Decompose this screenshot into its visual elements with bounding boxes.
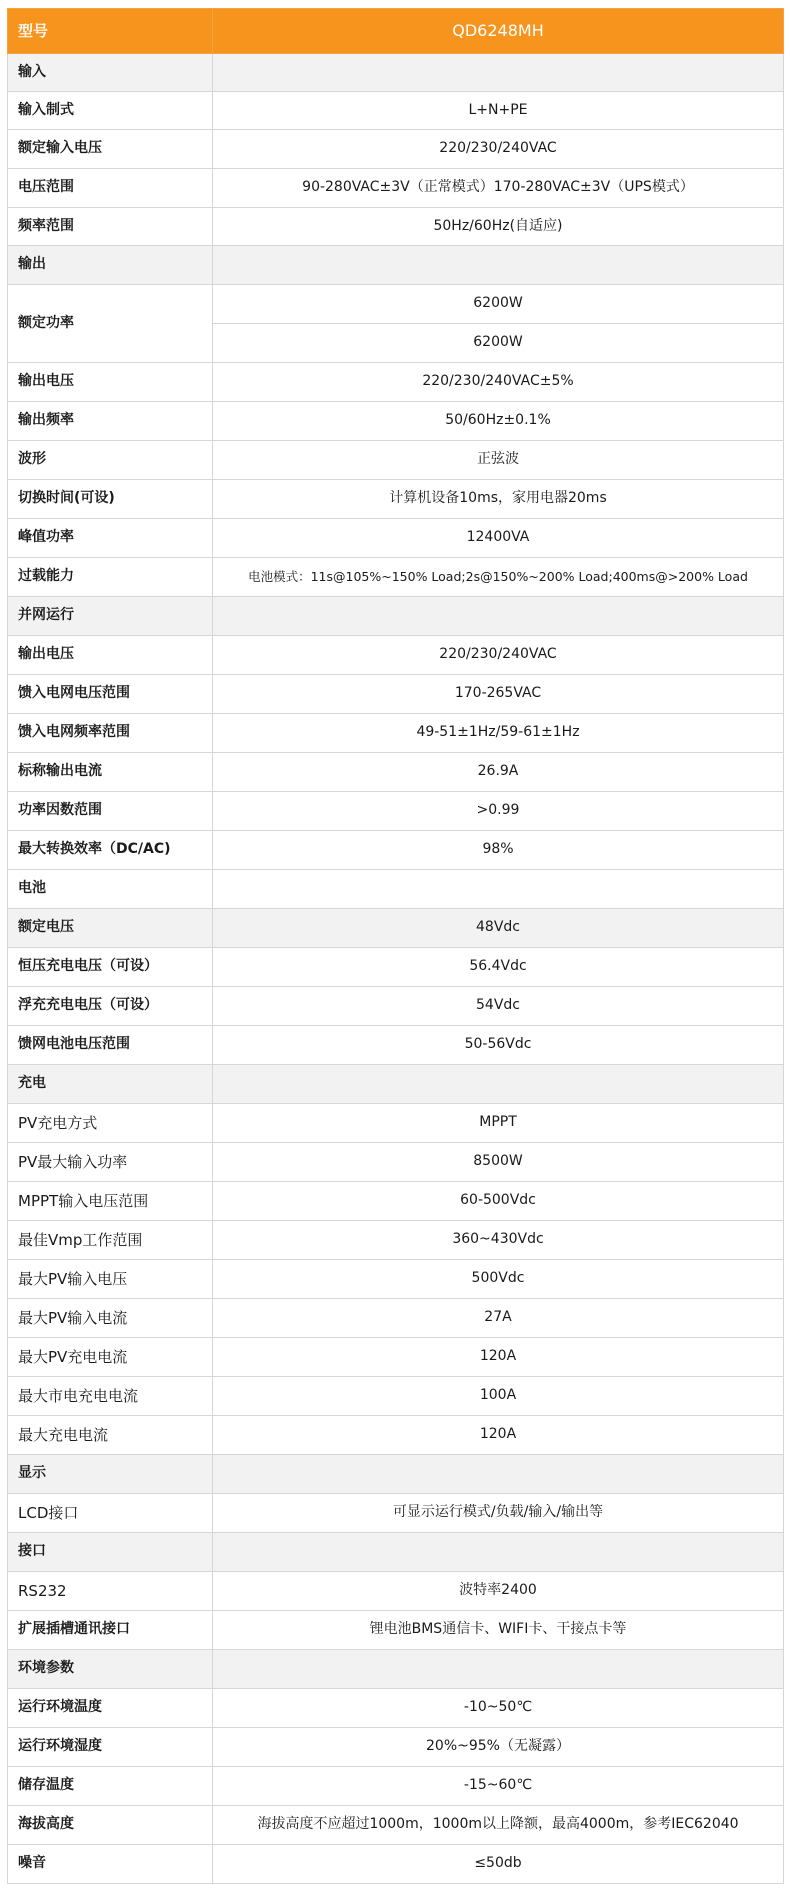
- table-row: [8, 285, 784, 324]
- table-row: [8, 1299, 784, 1338]
- spec-value: 220/230/240VAC: [213, 130, 784, 169]
- spec-label: 最大PV充电电流: [8, 1338, 213, 1377]
- spec-label: 馈入电网频率范围: [8, 714, 213, 753]
- spec-label: 扩展插槽通讯接口: [8, 1611, 213, 1650]
- spec-label: PV最大输入功率: [8, 1143, 213, 1182]
- table-row: [8, 1143, 784, 1182]
- spec-label: 最大市电充电电流: [8, 1377, 213, 1416]
- table-row: [8, 1338, 784, 1377]
- spec-value: 50-56Vdc: [213, 1026, 784, 1065]
- spec-label: 峰值功率: [8, 519, 213, 558]
- spec-label: 标称输出电流: [8, 753, 213, 792]
- model-label: 型号: [8, 9, 213, 54]
- spec-label: 输出电压: [8, 363, 213, 402]
- spec-label: PV充电方式: [8, 1104, 213, 1143]
- spec-value: 可显示运行模式/负载/输入/输出等: [213, 1494, 784, 1533]
- table-row: [8, 1026, 784, 1065]
- spec-value: 27A: [213, 1299, 784, 1338]
- spec-value: 120A: [213, 1338, 784, 1377]
- section-title: 接口: [8, 1533, 213, 1572]
- section-title: 充电: [8, 1065, 213, 1104]
- section-title: 环境参数: [8, 1650, 213, 1689]
- table-row: [8, 909, 784, 948]
- section-display: [8, 1455, 784, 1494]
- spec-label: 储存温度: [8, 1767, 213, 1806]
- table-row: [8, 1221, 784, 1260]
- table-row: [8, 792, 784, 831]
- spec-label: 额定输入电压: [8, 130, 213, 169]
- spec-value: 54Vdc: [213, 987, 784, 1026]
- spec-value: 170-265VAC: [213, 675, 784, 714]
- spec-value: 正弦波: [213, 441, 784, 480]
- spec-label: 浮充充电电压（可设）: [8, 987, 213, 1026]
- table-row: [8, 208, 784, 246]
- spec-value: 98%: [213, 831, 784, 870]
- table-row: [8, 519, 784, 558]
- spec-label: 运行环境温度: [8, 1689, 213, 1728]
- section-battery: [8, 870, 784, 909]
- spec-value: 电池模式：11s@105%~150% Load;2s@150%~200% Load;400ms@>200% Load: [213, 558, 784, 597]
- table-row: [8, 948, 784, 987]
- spec-label: 波形: [8, 441, 213, 480]
- spec-value: 20%~95%（无凝露）: [213, 1728, 784, 1767]
- section-title: 并网运行: [8, 597, 213, 636]
- spec-label: 输出频率: [8, 402, 213, 441]
- spec-table: [7, 8, 784, 1884]
- section-title: 电池: [8, 870, 213, 909]
- section-interface: [8, 1533, 784, 1572]
- spec-value: 220/230/240VAC: [213, 636, 784, 675]
- spec-value: L+N+PE: [213, 92, 784, 130]
- table-row: [8, 1182, 784, 1221]
- spec-value: 49-51±1Hz/59-61±1Hz: [213, 714, 784, 753]
- spec-label: 频率范围: [8, 208, 213, 246]
- spec-label: MPPT输入电压范围: [8, 1182, 213, 1221]
- spec-label: LCD接口: [8, 1494, 213, 1533]
- spec-value: 120A: [213, 1416, 784, 1455]
- section-title: 输入: [8, 54, 213, 92]
- table-row: [8, 675, 784, 714]
- spec-value: 6200W: [213, 285, 784, 324]
- spec-value: 90-280VAC±3V（正常模式）170-280VAC±3V（UPS模式）: [213, 169, 784, 208]
- spec-label: 馈网电池电压范围: [8, 1026, 213, 1065]
- spec-label: 最大PV输入电压: [8, 1260, 213, 1299]
- spec-label: 噪音: [8, 1845, 213, 1884]
- spec-value: 50Hz/60Hz(自适应): [213, 208, 784, 246]
- table-row: [8, 987, 784, 1026]
- spec-label: 最大充电电流: [8, 1416, 213, 1455]
- spec-label: 功率因数范围: [8, 792, 213, 831]
- table-row: [8, 441, 784, 480]
- table-row: [8, 1416, 784, 1455]
- spec-value: MPPT: [213, 1104, 784, 1143]
- section-input: [8, 54, 784, 92]
- spec-value: 60-500Vdc: [213, 1182, 784, 1221]
- spec-value: 48Vdc: [213, 909, 784, 948]
- table-row: [8, 1611, 784, 1650]
- section-charge: [8, 1065, 784, 1104]
- spec-label: 电压范围: [8, 169, 213, 208]
- table-row: [8, 1377, 784, 1416]
- table-row: [8, 363, 784, 402]
- spec-label: 最大PV输入电流: [8, 1299, 213, 1338]
- model-value: QD6248MH: [213, 9, 784, 54]
- spec-label: 运行环境湿度: [8, 1728, 213, 1767]
- table-row: [8, 402, 784, 441]
- table-row: [8, 1845, 784, 1884]
- spec-label: 海拔高度: [8, 1806, 213, 1845]
- table-row: [8, 1572, 784, 1611]
- spec-value: 计算机设备10ms，家用电器20ms: [213, 480, 784, 519]
- table-row: [8, 92, 784, 130]
- section-title: 输出: [8, 246, 213, 285]
- spec-label: RS232: [8, 1572, 213, 1611]
- table-row: [8, 1104, 784, 1143]
- spec-value: 50/60Hz±0.1%: [213, 402, 784, 441]
- spec-label: 输出电压: [8, 636, 213, 675]
- section-environment: [8, 1650, 784, 1689]
- spec-value: 56.4Vdc: [213, 948, 784, 987]
- spec-value: -15~60℃: [213, 1767, 784, 1806]
- spec-value: 26.9A: [213, 753, 784, 792]
- spec-label: 馈入电网电压范围: [8, 675, 213, 714]
- table-row: [8, 1494, 784, 1533]
- spec-value: 12400VA: [213, 519, 784, 558]
- table-row: [8, 636, 784, 675]
- spec-value: 锂电池BMS通信卡、WIFI卡、干接点卡等: [213, 1611, 784, 1650]
- spec-sheet: [7, 8, 783, 1884]
- spec-value: 100A: [213, 1377, 784, 1416]
- spec-value: 海拔高度不应超过1000m，1000m以上降额，最高4000m，参考IEC62040: [213, 1806, 784, 1845]
- table-row: [8, 558, 784, 597]
- table-row: [8, 130, 784, 169]
- table-row: [8, 1767, 784, 1806]
- spec-value: 8500W: [213, 1143, 784, 1182]
- spec-label: 最佳Vmp工作范围: [8, 1221, 213, 1260]
- spec-label: 输入制式: [8, 92, 213, 130]
- table-row: [8, 753, 784, 792]
- section-title: 显示: [8, 1455, 213, 1494]
- spec-label: 过载能力: [8, 558, 213, 597]
- spec-value: -10~50℃: [213, 1689, 784, 1728]
- spec-label: 额定功率: [8, 285, 213, 363]
- table-row: [8, 480, 784, 519]
- spec-label: 最大转换效率（DC/AC): [8, 831, 213, 870]
- table-row: [8, 1260, 784, 1299]
- spec-value: 360~430Vdc: [213, 1221, 784, 1260]
- table-row: [8, 714, 784, 753]
- spec-label: 恒压充电电压（可设）: [8, 948, 213, 987]
- spec-value: 220/230/240VAC±5%: [213, 363, 784, 402]
- spec-value: ≤50db: [213, 1845, 784, 1884]
- table-row: [8, 1806, 784, 1845]
- spec-label: 切换时间(可设): [8, 480, 213, 519]
- spec-value: 波特率2400: [213, 1572, 784, 1611]
- section-output: [8, 246, 784, 285]
- table-row: [8, 169, 784, 208]
- table-row: [8, 1689, 784, 1728]
- table-row: [8, 1728, 784, 1767]
- spec-label: 额定电压: [8, 909, 213, 948]
- table-row: [8, 831, 784, 870]
- spec-value: 500Vdc: [213, 1260, 784, 1299]
- header-row: [8, 9, 784, 54]
- spec-value: 6200W: [213, 324, 784, 363]
- spec-value: >0.99: [213, 792, 784, 831]
- section-grid: [8, 597, 784, 636]
